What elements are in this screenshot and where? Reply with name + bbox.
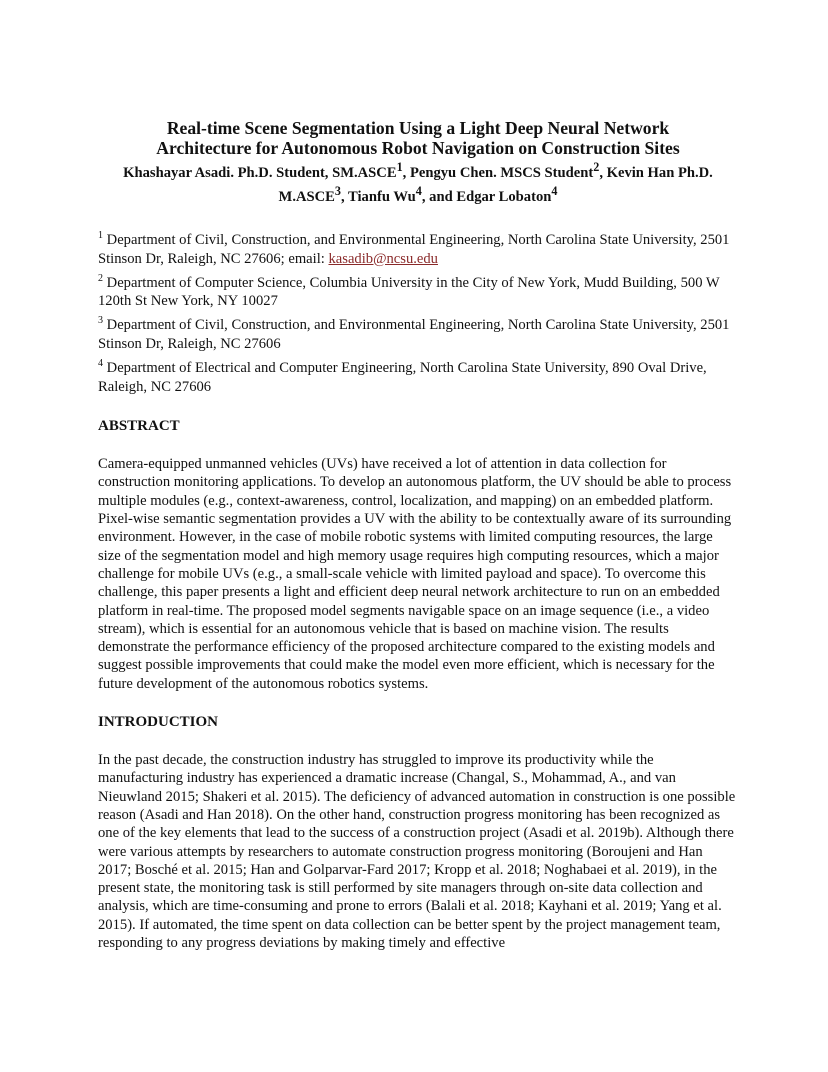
author-3-affil-mark: 3 [334, 183, 341, 198]
affiliation-text: Department of Civil, Construction, and Environmental Engineering, North Carolina State University, 2501 Stinson Dr, Raleigh, NC 27606; email: [98, 231, 730, 267]
paper-page [98, 118, 738, 952]
affiliation-item [98, 269, 738, 312]
paper-title [98, 118, 738, 158]
title-line-1: Real-time Scene Segmentation Using a Light Deep Neural Network [166, 118, 670, 138]
email-link[interactable]: kasadib@ncsu.edu [328, 250, 438, 267]
affiliation-text: Department of Electrical and Computer Engineering, North Carolina State University, 890 Oval Drive, Raleigh, NC 27606 [98, 360, 707, 396]
affiliation-item [98, 311, 738, 354]
author-5: Edgar Lobaton [456, 188, 552, 205]
introduction-body: In the past decade, the construction industry has struggled to improve its productivity while the manufacturing industry has experienced a dramatic increase (Changal, S., Mohammad, A., and van Nieuwland 2015; Shakeri et al. 2015). The deficiency of advanced automation in construction is one possible reason (Asadi and Han 2018). On the other hand, construction progress monitoring has been recognized as one of the key elements that lead to the success of a construction project (Asadi et al. 2019b). Although there were various attempts by researchers to automate construction progress monitoring (Boroujeni and Han 2017; Bosché et al. 2015; Han and Golparvar-Fard 2017; Kropp et al. 2018; Noghabaei et al. 2019), in the present state, the monitoring task is still performed by site managers through on-site data collection and analysis, which are time-consuming and prone to errors (Balali et al. 2018; Kayhani et al. 2019; Yang et al. 2015). If automated, the time spent on data collection can be better spent by the project management team, responding to any progress deviations by making timely and effective [98, 752, 736, 951]
affiliation-list [98, 226, 738, 397]
author-2: Pengyu Chen. MSCS Student [409, 164, 594, 181]
affiliation-number: 4 [98, 358, 103, 370]
author-separator: , and [421, 188, 457, 205]
author-2-affil-mark: 2 [593, 160, 600, 174]
author-separator: , [402, 164, 410, 181]
introduction-heading: INTRODUCTION [98, 714, 219, 731]
affiliation-number: 3 [98, 315, 103, 327]
author-4-affil-mark: 4 [415, 183, 422, 198]
author-1: Khashayar Asadi. Ph.D. Student, SM.ASCE [123, 164, 397, 181]
author-separator: , [340, 188, 349, 205]
author-5-affil-mark: 4 [551, 183, 558, 198]
abstract-body: Camera-equipped unmanned vehicles (UVs) have received a lot of attention in data collection for construction monitoring applications. To develop an autonomous platform, the UV should be able to process multiple modules (e.g., context-awareness, control, localization, and mapping) on an embedded platform. Pixel-wise semantic segmentation provides a UV with the ability to be contextually aware of its surrounding environment. However, in the case of mobile robotic systems with limited computing resources, the large size of the segmentation model and high memory usage requires high computing resources, which a major challenge for mobile UVs (e.g., a small-scale vehicle with limited payload and space). To overcome this challenge, this paper presents a light and efficient deep neural network architecture to run on an embedded platform in real-time. The proposed model segments navigable space on an image sequence (i.e., a video stream), which is essential for an autonomous vehicle that is based on machine vision. The results demonstrate the performance efficiency of the proposed architecture compared to the existing models and suggest possible improvements that could make the model even more efficient, which is necessary for the future development of the autonomous robotics systems. [98, 456, 732, 692]
abstract-heading: ABSTRACT [98, 418, 180, 435]
affiliation-text: Department of Computer Science, Columbia University in the City of New York, Mudd Building, 500 W 120th St New York, NY 10027 [98, 274, 720, 310]
affiliation-number: 2 [98, 272, 103, 284]
affiliation-text: Department of Civil, Construction, and Environmental Engineering, North Carolina State University, 2501 Stinson Dr, Raleigh, NC 27606 [98, 317, 730, 353]
author-1-affil-mark: 1 [396, 160, 403, 174]
affiliation-item [98, 226, 738, 269]
affiliation-item [98, 354, 738, 397]
title-line-2: Architecture for Autonomous Robot Navigation on Construction Sites [156, 138, 680, 158]
author-3: Kevin Han Ph.D. M.ASCE [278, 164, 713, 205]
affiliation-number: 1 [98, 229, 103, 241]
author-4: Tianfu Wu [348, 188, 416, 205]
author-list [98, 158, 738, 206]
author-separator: , [599, 164, 607, 181]
